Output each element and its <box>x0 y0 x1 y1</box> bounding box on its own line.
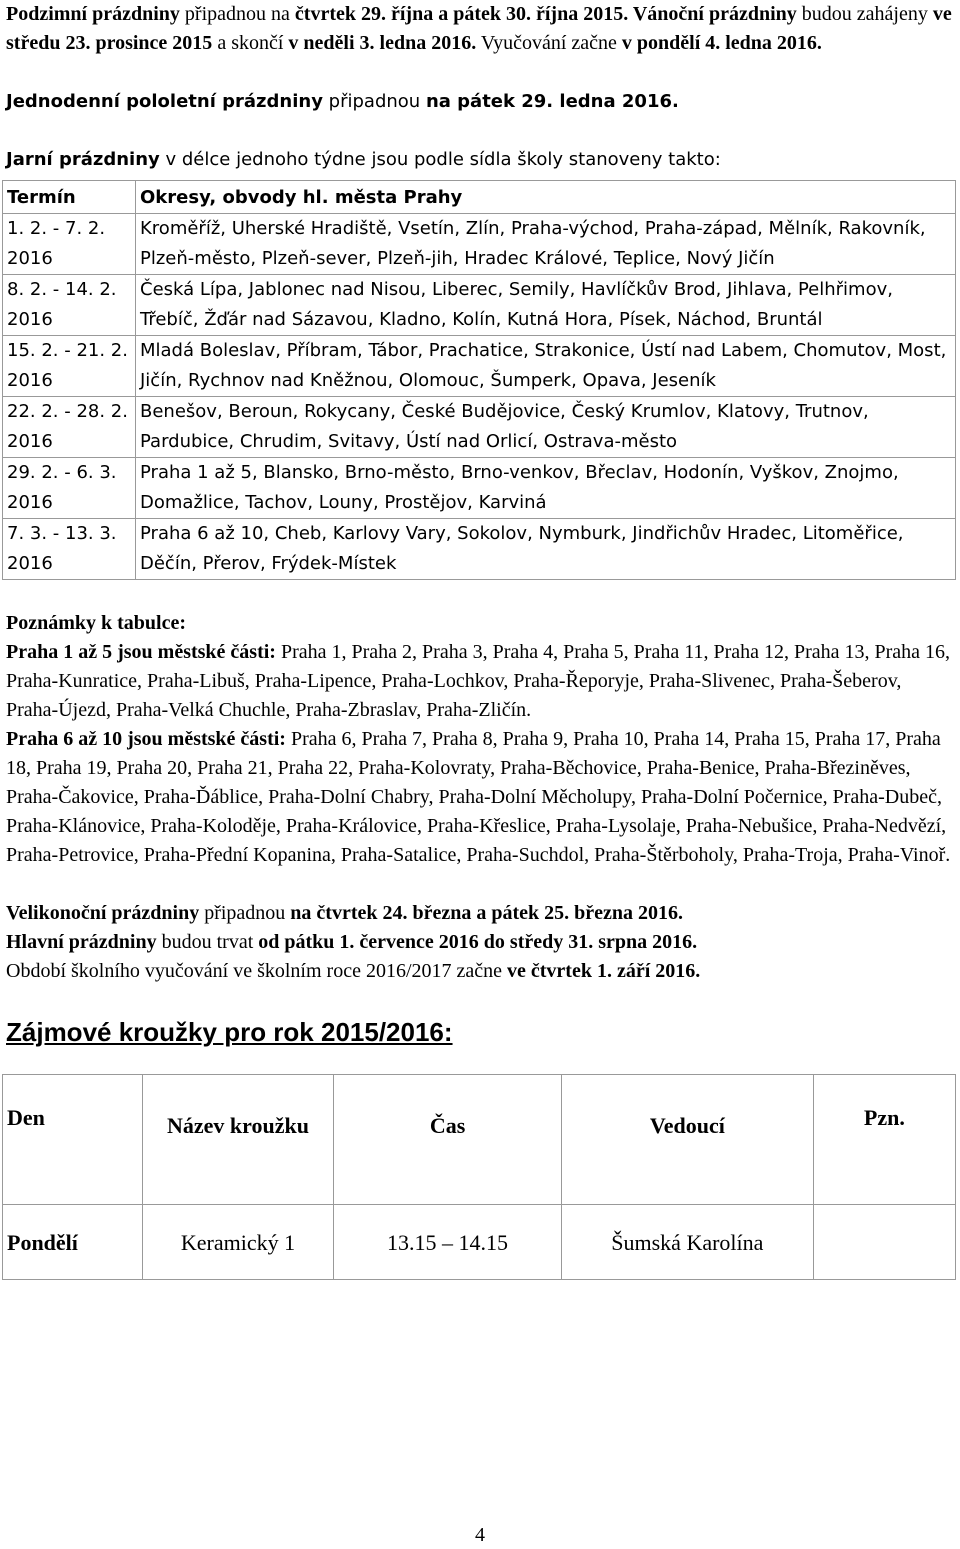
term-cell: 29. 2. - 6. 3. 2016 <box>3 458 136 519</box>
header-districts: Okresy, obvody hl. města Prahy <box>136 181 956 214</box>
districts-cell: Česká Lípa, Jablonec nad Nisou, Liberec, Semily, Havlíčkův Brod, Jihlava, Pelhřimov, Třebíč, Žďár nad Sázavou, Kladno, Kolín, Kutná Hora, Písek, Náchod, Bruntál <box>136 275 956 336</box>
districts-cell: Benešov, Beroun, Rokycany, České Budějovice, Český Krumlov, Klatovy, Trutnov, Pardubice, Chrudim, Svitavy, Ústí nad Orlicí, Ostrava-město <box>136 397 956 458</box>
term-cell: 22. 2. - 28. 2. 2016 <box>3 397 136 458</box>
table-row <box>3 397 956 458</box>
summer-holidays-text: Hlavní prázdniny budou trvat od pátku 1. července 2016 do středy 31. srpna 2016. <box>6 931 698 953</box>
note-cell <box>813 1205 955 1280</box>
clubs-table <box>2 1074 956 1280</box>
term-cell: 15. 2. - 21. 2. 2016 <box>3 336 136 397</box>
header-day: Den <box>3 1075 143 1205</box>
next-school-year-text: Období školního vyučování ve školním roce 2016/2017 začne ve čtvrtek 1. září 2016. <box>6 960 701 982</box>
table-row <box>3 1205 956 1280</box>
notes-prague-1-5: Praha 1 až 5 jsou městské části: Praha 1, Praha 2, Praha 3, Praha 4, Praha 5, Praha 11, Praha 12, Praha 13, Praha 16, Praha-Kunratice, Praha-Libuš, Praha-Lipence, Praha-Lochkov, Praha-Řeporyje, Praha-Slivenec, Praha-Šeberov, Praha-Újezd, Praha-Velká Chuchle, Praha-Zbraslav, Praha-Zličín. <box>6 641 951 721</box>
clubs-heading: Zájmové kroužky pro rok 2015/2016: <box>6 1017 453 1047</box>
table-row <box>3 458 956 519</box>
clubs-header-row <box>3 1075 956 1205</box>
table-row <box>3 519 956 580</box>
page-number: 4 <box>475 1524 485 1546</box>
table-header-row <box>3 181 956 214</box>
easter-holidays-text: Velikonoční prázdniny připadnou na čtvrtek 24. března a pátek 25. března 2016. <box>6 902 684 924</box>
districts-cell: Praha 6 až 10, Cheb, Karlovy Vary, Sokolov, Nymburk, Jindřichův Hradec, Litoměřice, Děčín, Přerov, Frýdek-Místek <box>136 519 956 580</box>
districts-cell: Mladá Boleslav, Příbram, Tábor, Prachatice, Strakonice, Ústí nad Labem, Chomutov, Most, Jičín, Rychnov nad Kněžnou, Olomouc, Šumperk, Opava, Jeseník <box>136 336 956 397</box>
table-row <box>3 336 956 397</box>
document-page <box>6 0 954 1280</box>
table-row <box>3 275 956 336</box>
header-term: Termín <box>3 181 136 214</box>
header-note: Pzn. <box>813 1075 955 1205</box>
notes-prague-6-10: Praha 6 až 10 jsou městské části: Praha 6, Praha 7, Praha 8, Praha 9, Praha 10, Praha 14, Praha 15, Praha 17, Praha 18, Praha 19, Praha 20, Praha 21, Praha 22, Praha-Kolovraty, Praha-Běchovice, Praha-Benice, Praha-Březiněves, Praha-Čakovice, Praha-Ďáblice, Praha-Dolní Chabry, Praha-Dolní Měcholupy, Praha-Dolní Počernice, Praha-Dubeč, Praha-Klánovice, Praha-Koloděje, Praha-Královice, Praha-Křeslice, Praha-Lysolaje, Praha-Nebušice, Praha-Nedvězí, Praha-Petrovice, Praha-Přední Kopanina, Praha-Satalice, Praha-Suchdol, Praha-Štěrboholy, Praha-Troja, Praha-Vinoř. <box>6 728 951 866</box>
autumn-winter-holidays-text: Podzimní prázdniny připadnou na čtvrtek 29. října a pátek 30. října 2015. Vánoční prázdniny budou zahájeny ve středu 23. prosince 2015 a skončí v neděli 3. ledna 2016. Vyučování začne v pondělí 4. ledna 2016. <box>6 3 952 54</box>
districts-cell: Kroměříž, Uherské Hradiště, Vsetín, Zlín, Praha-východ, Praha-západ, Mělník, Rakovník, Plzeň-město, Plzeň-sever, Plzeň-jih, Hradec Králové, Teplice, Nový Jičín <box>136 214 956 275</box>
spring-holidays-table <box>2 180 956 580</box>
table-row <box>3 214 956 275</box>
notes-heading: Poznámky k tabulce: <box>6 612 186 634</box>
time-cell: 13.15 – 14.15 <box>334 1205 562 1280</box>
term-cell: 7. 3. - 13. 3. 2016 <box>3 519 136 580</box>
header-club-name: Název kroužku <box>142 1075 333 1205</box>
day-cell: Pondělí <box>3 1205 143 1280</box>
leader-cell: Šumská Karolína <box>561 1205 813 1280</box>
spring-holidays-intro: Jarní prázdniny v délce jednoho týdne jsou podle sídla školy stanoveny takto: <box>6 149 721 170</box>
club-name-cell: Keramický 1 <box>142 1205 333 1280</box>
term-cell: 1. 2. - 7. 2. 2016 <box>3 214 136 275</box>
term-cell: 8. 2. - 14. 2. 2016 <box>3 275 136 336</box>
semester-holiday-text: Jednodenní pololetní prázdniny připadnou na pátek 29. ledna 2016. <box>6 91 679 112</box>
header-time: Čas <box>334 1075 562 1205</box>
header-leader: Vedoucí <box>561 1075 813 1205</box>
districts-cell: Praha 1 až 5, Blansko, Brno-město, Brno-venkov, Břeclav, Hodonín, Vyškov, Znojmo, Domažlice, Tachov, Louny, Prostějov, Karviná <box>136 458 956 519</box>
